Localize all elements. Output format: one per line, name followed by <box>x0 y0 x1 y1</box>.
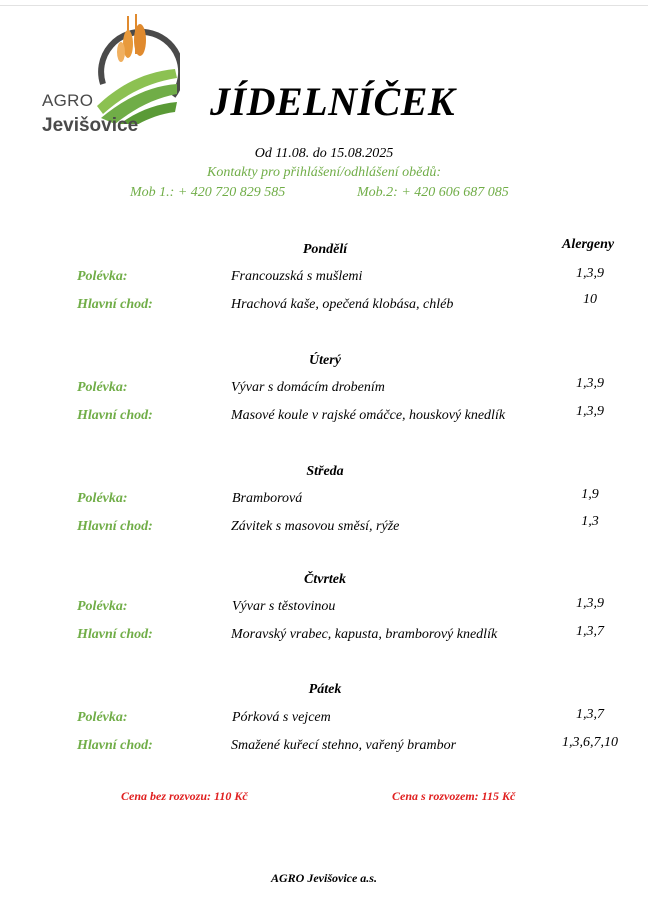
top-rule <box>0 5 648 6</box>
menu-row-soup <box>0 266 648 287</box>
main-label: Hlavní chod: <box>77 519 153 534</box>
contacts-label: Kontakty pro přihlášení/odhlášení obědů: <box>207 165 441 180</box>
day-name: Čtvrtek <box>304 572 346 587</box>
menu-row-soup <box>0 707 648 728</box>
soup-dish: Vývar s těstovinou <box>232 599 336 614</box>
menu-row-soup <box>0 376 648 398</box>
menu-row-main <box>0 735 648 756</box>
menu-row-main <box>0 292 648 315</box>
page-title: JÍDELNÍČEK <box>210 79 456 124</box>
main-allergens: 1,3,9 <box>576 404 604 419</box>
soup-dish: Francouzská s mušlemi <box>231 269 363 284</box>
price-with-delivery: Cena s rozvozem: 115 Kč <box>392 789 516 803</box>
soup-label: Polévka: <box>77 491 128 506</box>
company-logo <box>40 14 180 139</box>
soup-allergens: 1,3,7 <box>576 707 604 722</box>
phone-mob2: Mob.2: + 420 606 687 085 <box>357 185 509 200</box>
menu-row-main <box>0 514 648 537</box>
soup-allergens: 1,3,9 <box>576 266 604 281</box>
main-label: Hlavní chod: <box>77 408 153 423</box>
day-name: Pátek <box>308 682 342 697</box>
date-range: Od 11.08. do 15.08.2025 <box>254 146 394 161</box>
main-allergens: 10 <box>583 292 597 307</box>
main-dish: Smažené kuřecí stehno, vařený brambor <box>231 738 457 753</box>
menu-row-main <box>0 404 648 426</box>
footer-company: AGRO Jevišovice a.s. <box>271 871 377 885</box>
phone-mob1: Mob 1.: + 420 720 829 585 <box>130 185 286 200</box>
main-allergens: 1,3,7 <box>576 624 604 639</box>
main-label: Hlavní chod: <box>77 627 153 642</box>
soup-allergens: 1,3,9 <box>576 376 604 391</box>
menu-row-soup <box>0 487 648 509</box>
main-dish: Hrachová kaše, opečená klobása, chléb <box>231 297 454 312</box>
soup-allergens: 1,9 <box>581 487 599 502</box>
soup-dish: Bramborová <box>232 491 303 506</box>
main-allergens: 1,3 <box>581 514 599 529</box>
main-label: Hlavní chod: <box>77 297 153 312</box>
main-dish: Moravský vrabec, kapusta, bramborový knedlík <box>231 627 498 642</box>
main-allergens: 1,3,6,7,10 <box>562 735 618 750</box>
main-dish: Masové koule v rajské omáčce, houskový knedlík <box>231 408 506 423</box>
soup-dish: Pórková s vejcem <box>232 710 331 725</box>
day-name: Středa <box>306 464 344 479</box>
main-label: Hlavní chod: <box>77 738 153 753</box>
wheat-field-logo-icon <box>95 14 180 124</box>
menu-row-main <box>0 624 648 645</box>
price-without-delivery: Cena bez rozvozu: 110 Kč <box>121 789 248 803</box>
day-name: Pondělí <box>302 242 348 257</box>
main-dish: Závitek s masovou směsí, rýže <box>231 519 400 534</box>
logo-text-name: Jevišovice <box>42 115 139 136</box>
soup-dish: Vývar s domácím drobením <box>231 380 385 395</box>
soup-label: Polévka: <box>77 269 128 284</box>
logo-text-agro: AGRO <box>42 91 94 110</box>
allergens-header: Alergeny <box>562 237 615 252</box>
soup-label: Polévka: <box>77 710 128 725</box>
day-name: Úterý <box>309 353 341 368</box>
soup-label: Polévka: <box>77 380 128 395</box>
soup-allergens: 1,3,9 <box>576 596 604 611</box>
menu-row-soup <box>0 596 648 617</box>
soup-label: Polévka: <box>77 599 128 614</box>
